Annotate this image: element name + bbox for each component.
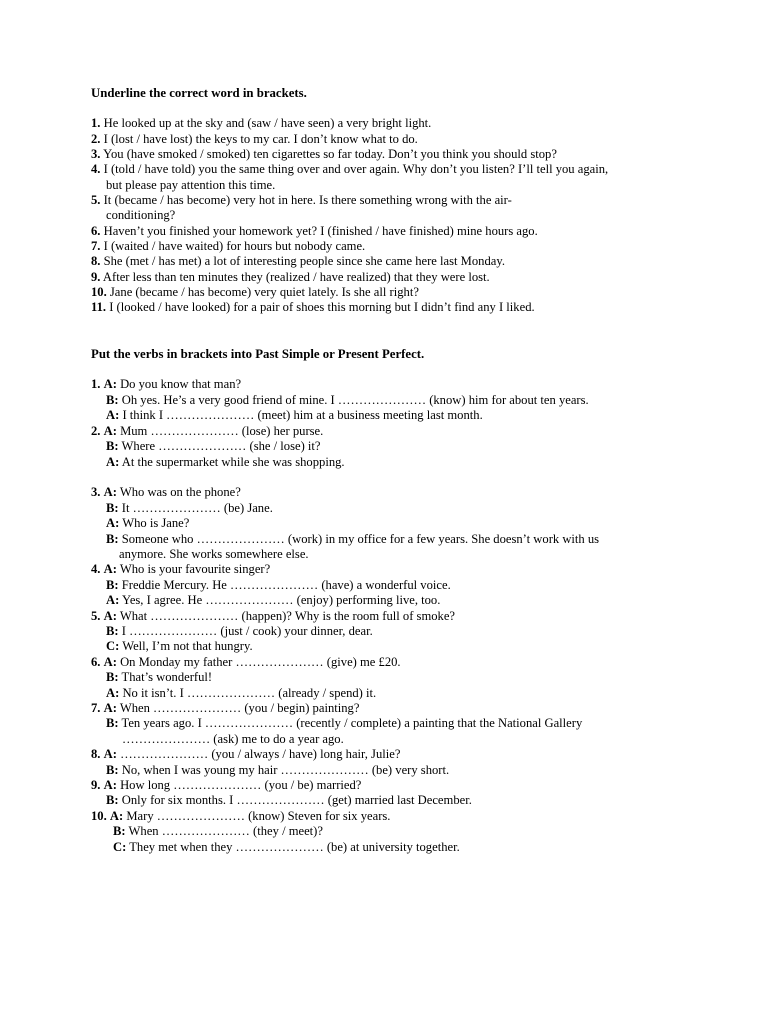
dialogue-text: Freddie Mercury. He ………………… (have) a wonderful voice. — [121, 578, 451, 592]
dialogue-text: I ………………… (just / cook) your dinner, dear. — [121, 624, 373, 638]
dialogue-text: Yes, I agree. He ………………… (enjoy) performing live, too. — [121, 593, 441, 607]
dialogue-text: Where ………………… (she / lose) it? — [121, 439, 321, 453]
dialogue-4-line-b — [106, 578, 451, 593]
dialogue-number: 10. — [91, 809, 107, 823]
dialogue-number: 2. — [91, 424, 101, 438]
dialogue-text: When ………………… (you / begin) painting? — [119, 701, 360, 715]
dialogue-text: Who is your favourite singer? — [119, 562, 271, 576]
item-number: 6. — [91, 224, 101, 238]
item-text: I (told / have told) you the same thing over and over again. Why don’t you listen? I’ll tell you again, — [103, 162, 609, 176]
dialogue-number: 1. — [91, 377, 101, 391]
dialogue-number: 5. — [91, 609, 101, 623]
dialogue-5-line-a — [91, 609, 455, 624]
speaker-label: B: — [106, 716, 119, 730]
dialogue-6-line-b — [106, 670, 212, 685]
item-text: After less than ten minutes they (realized / have realized) that they were lost. — [102, 270, 490, 284]
dialogue-8-line-b — [106, 763, 449, 778]
dialogue-number: 7. — [91, 701, 101, 715]
exercise1-item-10 — [91, 285, 419, 300]
item-number: 5. — [91, 193, 101, 207]
dialogue-text: When ………………… (they / meet)? — [128, 824, 323, 838]
section1-heading: Underline the correct word in brackets. — [91, 86, 307, 100]
exercise1-item-6 — [91, 224, 538, 239]
dialogue-7-line-b — [106, 716, 582, 731]
item-text: Haven’t you finished your homework yet? I (finished / have finished) mine hours ago. — [103, 224, 538, 238]
dialogue-6-line-a — [91, 655, 401, 670]
speaker-label: B: — [106, 578, 119, 592]
dialogue-3-line-b2 — [106, 532, 599, 547]
item-text: She (met / has met) a lot of interesting people since she came here last Monday. — [103, 254, 505, 268]
dialogue-3-line-b — [106, 501, 273, 516]
dialogue-text: Well, I’m not that hungry. — [122, 639, 253, 653]
dialogue-text: Mum ………………… (lose) her purse. — [120, 424, 324, 438]
item-text: I (waited / have waited) for hours but nobody came. — [103, 239, 366, 253]
item-text: You (have smoked / smoked) ten cigarettes so far today. Don’t you think you should stop? — [103, 147, 557, 161]
dialogue-5-line-c — [106, 639, 253, 654]
item-number: 7. — [91, 239, 101, 253]
speaker-label: B: — [106, 532, 119, 546]
exercise1-item-3 — [91, 147, 557, 162]
item-number: 3. — [91, 147, 101, 161]
dialogue-7-line-a — [91, 701, 359, 716]
dialogue-text: They met when they ………………… (be) at university together. — [129, 840, 460, 854]
speaker-label: A: — [106, 686, 120, 700]
dialogue-text: On Monday my father ………………… (give) me £20. — [120, 655, 401, 669]
section2-heading: Put the verbs in brackets into Past Simple or Present Perfect. — [91, 347, 425, 361]
exercise1-item-8 — [91, 254, 505, 269]
dialogue-9-line-a — [91, 778, 361, 793]
dialogue-4-line-a2 — [106, 593, 440, 608]
dialogue-1-line-a2 — [106, 408, 483, 423]
speaker-label: B: — [106, 670, 119, 684]
speaker-label: B: — [106, 439, 119, 453]
speaker-label: B: — [106, 501, 119, 515]
dialogue-4-line-a — [91, 562, 270, 577]
dialogue-text: At the supermarket while she was shopping. — [121, 455, 345, 469]
dialogue-text: Mary ………………… (know) Steven for six years. — [126, 809, 391, 823]
exercise1-item-11 — [91, 300, 535, 315]
item-number: 1. — [91, 116, 101, 130]
dialogue-text: Who was on the phone? — [119, 485, 241, 499]
item-text: I (lost / have lost) the keys to my car. I don’t know what to do. — [103, 132, 418, 146]
dialogue-number: 4. — [91, 562, 101, 576]
exercise1-item-4 — [91, 162, 608, 177]
speaker-label: A: — [103, 377, 117, 391]
speaker-label: A: — [103, 485, 117, 499]
dialogue-3-line-a2 — [106, 516, 189, 531]
dialogue-text: No, when I was young my hair ………………… (be) very short. — [121, 763, 450, 777]
dialogue-text: Who is Jane? — [122, 516, 190, 530]
speaker-label: A: — [109, 809, 124, 823]
dialogue-number: 9. — [91, 778, 101, 792]
speaker-label: A: — [103, 778, 117, 792]
dialogue-10-line-b — [113, 824, 323, 839]
speaker-label: B: — [106, 393, 119, 407]
exercise1-item-1 — [91, 116, 431, 131]
dialogue-text: Oh yes. He’s a very good friend of mine. I ………………… (know) him for about ten years. — [121, 393, 589, 407]
dialogue-text: ………………… (you / always / have) long hair, Julie? — [120, 747, 401, 761]
dialogue-1-line-a — [91, 377, 241, 392]
dialogue-3-continuation: anymore. She works somewhere else. — [119, 547, 309, 561]
speaker-label: A: — [106, 455, 120, 469]
item-text: Jane (became / has become) very quiet lately. Is she all right? — [109, 285, 419, 299]
dialogue-6-line-a2 — [106, 686, 376, 701]
dialogue-text: What ………………… (happen)? Why is the room full of smoke? — [119, 609, 456, 623]
item-text: I (looked / have looked) for a pair of shoes this morning but I didn’t find any I liked. — [109, 300, 535, 314]
speaker-label: A: — [106, 593, 120, 607]
speaker-label: C: — [113, 840, 127, 854]
exercise1-item-4-continuation: but please pay attention this time. — [106, 178, 276, 192]
dialogue-2-line-a2 — [106, 455, 345, 470]
dialogue-text: Do you know that man? — [120, 377, 242, 391]
speaker-label: C: — [106, 639, 120, 653]
dialogue-text: How long ………………… (you / be) married? — [120, 778, 362, 792]
item-text: He looked up at the sky and (saw / have seen) a very bright light. — [103, 116, 432, 130]
dialogue-number: 6. — [91, 655, 101, 669]
speaker-label: A: — [103, 609, 117, 623]
item-text: It (became / has become) very hot in here. Is there something wrong with the air- — [103, 193, 512, 207]
dialogue-10-line-c — [113, 840, 460, 855]
item-number: 8. — [91, 254, 101, 268]
dialogue-8-line-a — [91, 747, 400, 762]
dialogue-text: Ten years ago. I ………………… (recently / complete) a painting that the National Gallery — [121, 716, 583, 730]
dialogue-1-line-b — [106, 393, 589, 408]
dialogue-text: Only for six months. I ………………… (get) married last December. — [121, 793, 472, 807]
item-number: 9. — [91, 270, 101, 284]
speaker-label: A: — [106, 516, 120, 530]
dialogue-9-line-b — [106, 793, 472, 808]
item-number: 10. — [91, 285, 107, 299]
dialogue-text: No it isn’t. I ………………… (already / spend) it. — [122, 686, 377, 700]
exercise1-item-7 — [91, 239, 365, 254]
exercise1-item-2 — [91, 132, 418, 147]
item-number: 11. — [91, 300, 107, 314]
exercise1-item-9 — [91, 270, 490, 285]
speaker-label: A: — [103, 701, 117, 715]
dialogue-number: 8. — [91, 747, 101, 761]
item-number: 2. — [91, 132, 101, 146]
speaker-label: A: — [103, 562, 117, 576]
dialogue-7-continuation: ………………… (ask) me to do a year ago. — [122, 732, 344, 746]
speaker-label: A: — [103, 655, 117, 669]
dialogue-10-line-a — [91, 809, 390, 824]
speaker-label: A: — [103, 424, 117, 438]
speaker-label: A: — [106, 408, 120, 422]
speaker-label: A: — [103, 747, 117, 761]
dialogue-text: It ………………… (be) Jane. — [121, 501, 273, 515]
speaker-label: B: — [106, 763, 119, 777]
dialogue-text: I think I ………………… (meet) him at a business meeting last month. — [122, 408, 483, 422]
dialogue-5-line-b — [106, 624, 373, 639]
dialogue-3-line-a — [91, 485, 241, 500]
speaker-label: B: — [106, 624, 119, 638]
speaker-label: B: — [106, 793, 119, 807]
dialogue-number: 3. — [91, 485, 101, 499]
item-number: 4. — [91, 162, 101, 176]
dialogue-text: Someone who ………………… (work) in my office for a few years. She doesn’t work with us — [121, 532, 600, 546]
speaker-label: B: — [113, 824, 126, 838]
exercise1-item-5-continuation: conditioning? — [106, 208, 176, 222]
exercise1-item-5 — [91, 193, 512, 208]
dialogue-2-line-a — [91, 424, 323, 439]
dialogue-2-line-b — [106, 439, 321, 454]
dialogue-text: That’s wonderful! — [121, 670, 213, 684]
